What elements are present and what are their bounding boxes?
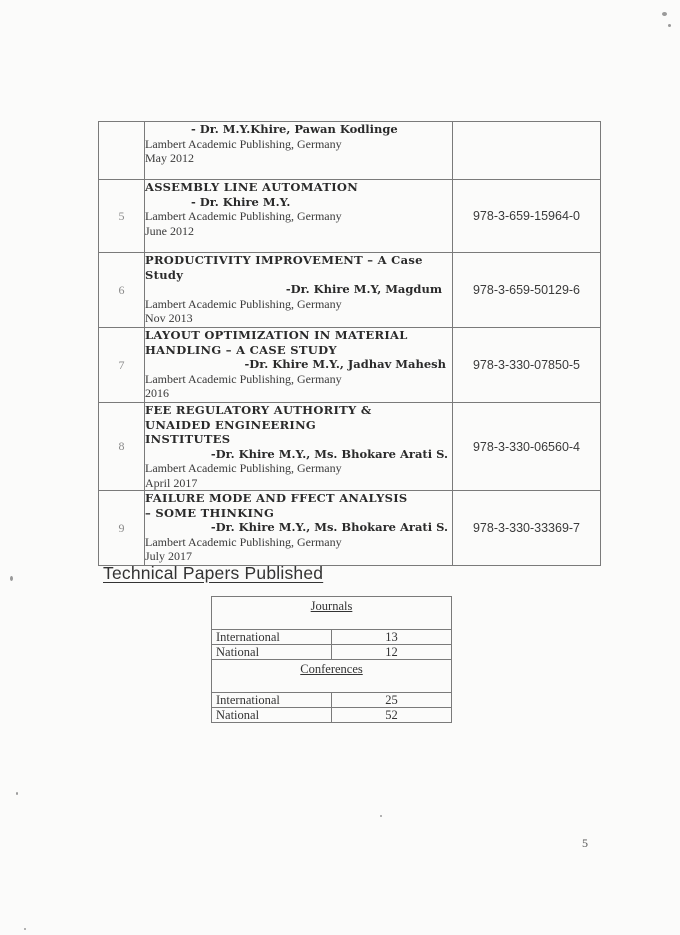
book-description [145,253,453,328]
book-author: - Dr. M.Y.Khire, Pawan Kodlinge [191,122,398,136]
book-author: -Dr. Khire M.Y., Jadhav Mahesh [244,357,446,371]
section-title: Technical Papers Published [103,563,324,583]
scan-speck [24,928,26,930]
book-description [145,122,453,180]
scan-speck [10,576,13,581]
scan-speck [662,12,667,16]
papers-subheader-row [212,597,452,630]
book-description [145,328,453,403]
book-number: 5 [99,180,145,253]
book-row [99,491,601,566]
book-publisher: Lambert Academic Publishing, Germany [145,461,342,475]
book-publisher: Lambert Academic Publishing, Germany [145,136,342,151]
book-number: 8 [99,403,145,491]
book-isbn: 978-3-330-07850-5 [453,328,601,403]
book-number: 6 [99,253,145,328]
book-isbn: 978-3-330-06560-4 [453,403,601,491]
papers-row-value: 13 [332,630,452,645]
book-author: -Dr. Khire M.Y., Ms. Bhokare Arati S. [210,446,448,461]
scan-speck [16,792,18,795]
papers-row-label: International [212,693,332,708]
papers-row [212,645,452,660]
book-row [99,253,601,328]
book-author: -Dr. Khire M.Y, Magdum [285,282,442,296]
book-row [99,403,601,491]
book-description [145,403,453,491]
book-isbn: 978-3-659-50129-6 [453,253,601,328]
book-number: 7 [99,328,145,403]
book-title: FEE REGULATORY AUTHORITY & UNAIDED ENGINEERING INSTITUTES [145,403,372,446]
book-row [99,180,601,253]
scan-speck [380,815,382,817]
scan-speck [668,24,671,27]
journals-header: Journals [212,597,452,630]
book-row [99,328,601,403]
papers-table [211,596,452,723]
book-publisher: Lambert Academic Publishing, Germany [145,371,342,386]
conferences-header: Conferences [212,660,452,693]
book-date: June 2012 [145,223,194,238]
book-row [99,122,601,180]
book-date: July 2017 [145,549,193,563]
book-description [145,491,453,566]
book-isbn: 978-3-659-15964-0 [453,180,601,253]
book-date: May 2012 [145,151,194,165]
page-number: 5 [582,836,588,850]
book-number [99,122,145,180]
book-title: LAYOUT OPTIMIZATION IN MATERIAL HANDLING – A CASE STUDY [145,328,408,357]
papers-row-label: National [212,708,332,723]
papers-row [212,708,452,723]
papers-row [212,630,452,645]
book-date: 2016 [145,386,169,400]
book-author: - Dr. Khire M.Y. [191,194,291,209]
book-description [145,180,453,253]
papers-row-value: 25 [332,693,452,708]
book-isbn [453,122,601,180]
book-title: PRODUCTIVITY IMPROVEMENT – A Case Study [145,253,423,282]
papers-row [212,693,452,708]
book-publisher: Lambert Academic Publishing, Germany [145,534,342,549]
book-publisher: Lambert Academic Publishing, Germany [145,296,342,311]
book-publisher: Lambert Academic Publishing, Germany [145,209,342,223]
book-number: 9 [99,491,145,566]
book-date: April 2017 [145,475,198,490]
book-title: FAILURE MODE AND FFECT ANALYSIS – SOME THINKING [145,491,408,520]
papers-row-label: International [212,630,332,645]
book-author: -Dr. Khire M.Y., Ms. Bhokare Arati S. [210,520,448,534]
papers-subheader-row [212,660,452,693]
papers-row-label: National [212,645,332,660]
book-isbn: 978-3-330-33369-7 [453,491,601,566]
papers-row-value: 12 [332,645,452,660]
papers-row-value: 52 [332,708,452,723]
book-date: Nov 2013 [145,311,193,325]
books-table [98,121,601,566]
book-title: ASSEMBLY LINE AUTOMATION [145,180,359,194]
